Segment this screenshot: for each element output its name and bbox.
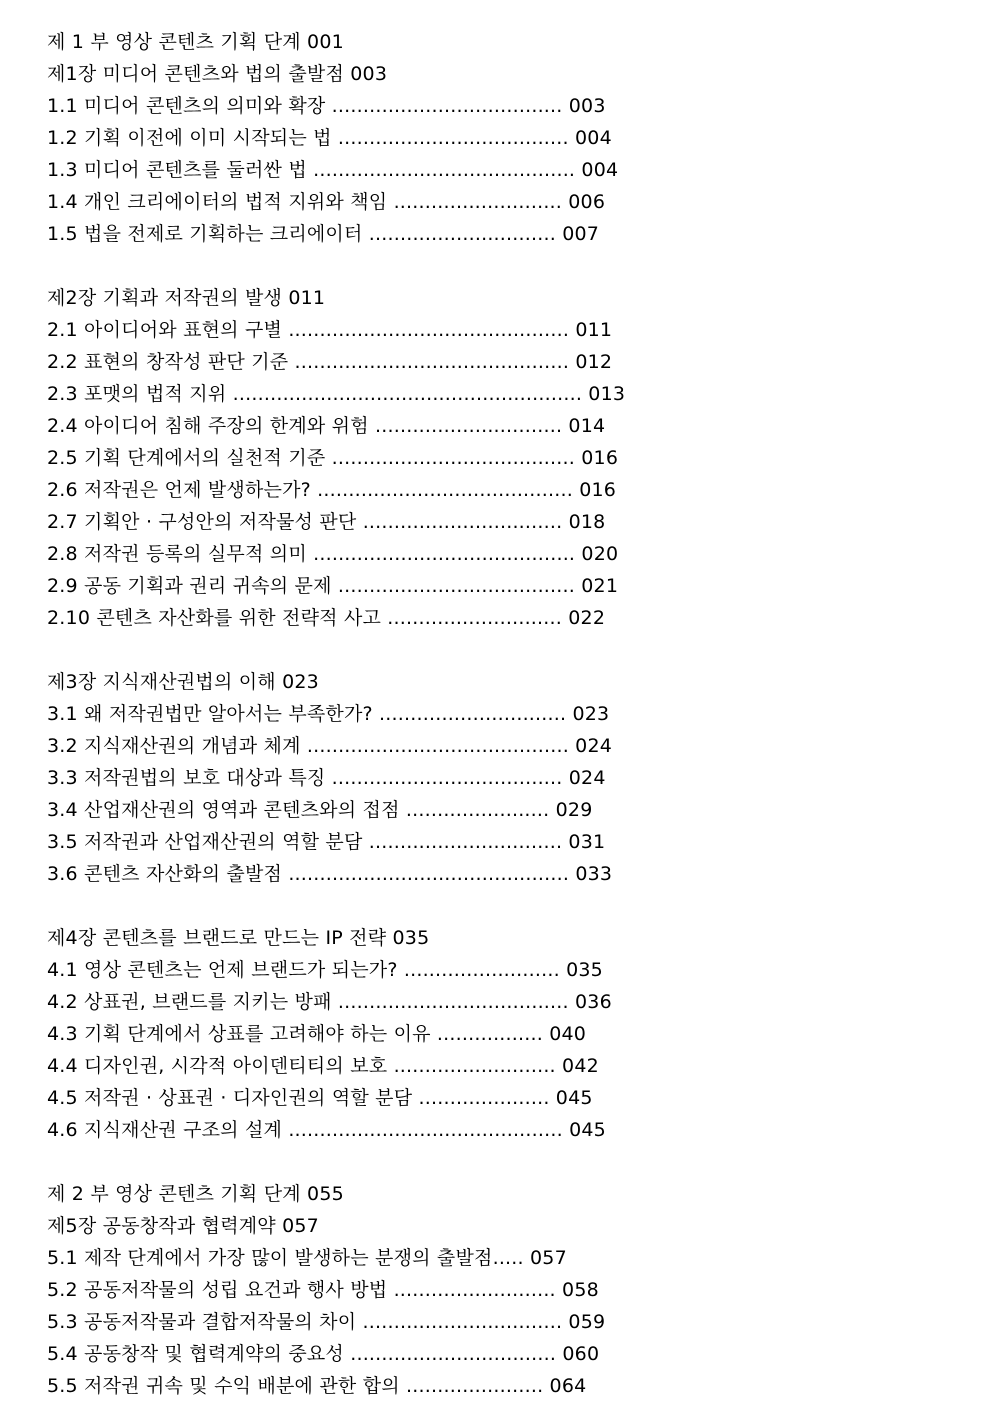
toc-section-entry: 2.6 저작권은 언제 발생하는가? ......................................... 016 [47,479,617,501]
toc-section-entry: 1.5 법을 전제로 기획하는 크리에이터 .............................. 007 [47,223,600,245]
toc-section-entry: 5.4 공동창작 및 협력계약의 중요성 ................................. 060 [47,1343,600,1365]
toc-section-entry: 2.5 기획 단계에서의 실천적 기준 ....................................... 016 [47,447,619,469]
toc-section-entry: 4.6 지식재산권 구조의 설계 ............................................ 045 [47,1119,606,1141]
spacer [47,634,687,666]
toc-chapter-entry: 제3장 지식재산권법의 이해 023 [47,671,319,693]
toc-section-entry: 3.1 왜 저작권법만 알아서는 부족한가? .............................. 023 [47,703,610,725]
toc-section-entry: 2.3 포맷의 법적 지위 ........................................................ 013 [47,383,626,405]
toc-section-entry: 5.1 제작 단계에서 가장 많이 발생하는 분쟁의 출발점..... 057 [47,1247,567,1269]
toc-section-entry: 2.4 아이디어 침해 주장의 한계와 위험 .............................. 014 [47,415,606,437]
toc-section-entry: 1.2 기획 이전에 이미 시작되는 법 ..................................... 004 [47,127,612,149]
toc-section-entry: 3.3 저작권법의 보호 대상과 특징 ..................................... 024 [47,767,606,789]
toc-part-entry: 제 1 부 영상 콘텐츠 기획 단계 001 [47,31,344,53]
toc-section-entry: 4.3 기획 단계에서 상표를 고려해야 하는 이유 ................. 040 [47,1023,587,1045]
spacer [47,250,687,282]
toc-section-entry: 4.2 상표권, 브랜드를 지키는 방패 ..................................... 036 [47,991,612,1013]
toc-section-entry: 5.2 공동저작물의 성립 요건과 행사 방법 .......................... 058 [47,1279,599,1301]
toc-section-entry: 2.9 공동 기획과 권리 귀속의 문제 ...................................... 021 [47,575,619,597]
spacer [47,1146,687,1178]
toc-section-entry: 4.5 저작권 · 상표권 · 디자인권의 역할 분담 ..................... 045 [47,1087,593,1109]
toc-section-entry: 2.7 기획안 · 구성안의 저작물성 판단 ................................ 018 [47,511,606,533]
toc-chapter-entry: 제5장 공동창작과 협력계약 057 [47,1215,319,1237]
toc-section-entry: 5.3 공동저작물과 결합저작물의 차이 ................................ 059 [47,1311,606,1333]
toc-section-entry: 2.2 표현의 창작성 판단 기준 ............................................ 012 [47,351,613,373]
toc-section-entry: 2.10 콘텐츠 자산화를 위한 전략적 사고 ............................ 022 [47,607,606,629]
toc-section-entry: 5.5 저작권 귀속 및 수익 배분에 관한 합의 ...................... 064 [47,1375,587,1397]
spacer [47,890,687,922]
toc-section-entry: 3.4 산업재산권의 영역과 콘텐츠와의 접점 ....................... 029 [47,799,593,821]
toc-section-entry: 1.3 미디어 콘텐츠를 둘러싼 법 .......................................... 004 [47,159,619,181]
toc-section-entry: 4.4 디자인권, 시각적 아이덴티티의 보호 .......................... 042 [47,1055,599,1077]
toc-section-entry: 3.2 지식재산권의 개념과 체계 .......................................... 024 [47,735,613,757]
toc-section-entry: 3.5 저작권과 산업재산권의 역할 분담 ............................... 031 [47,831,606,853]
table-of-contents [47,26,687,1402]
toc-chapter-entry: 제1장 미디어 콘텐츠와 법의 출발점 003 [47,63,388,85]
toc-chapter-entry: 제4장 콘텐츠를 브랜드로 만드는 IP 전략 035 [47,927,430,949]
toc-section-entry: 1.1 미디어 콘텐츠의 의미와 확장 ..................................... 003 [47,95,606,117]
toc-part-entry: 제 2 부 영상 콘텐츠 기획 단계 055 [47,1183,344,1205]
toc-section-entry: 2.1 아이디어와 표현의 구별 ............................................. 011 [47,319,613,341]
toc-section-entry: 2.8 저작권 등록의 실무적 의미 .......................................... 020 [47,543,619,565]
toc-section-entry: 3.6 콘텐츠 자산화의 출발점 ............................................. 033 [47,863,613,885]
toc-section-entry: 4.1 영상 콘텐츠는 언제 브랜드가 되는가? ......................... 035 [47,959,603,981]
toc-section-entry: 1.4 개인 크리에이터의 법적 지위와 책임 ........................... 006 [47,191,606,213]
toc-chapter-entry: 제2장 기획과 저작권의 발생 011 [47,287,326,309]
